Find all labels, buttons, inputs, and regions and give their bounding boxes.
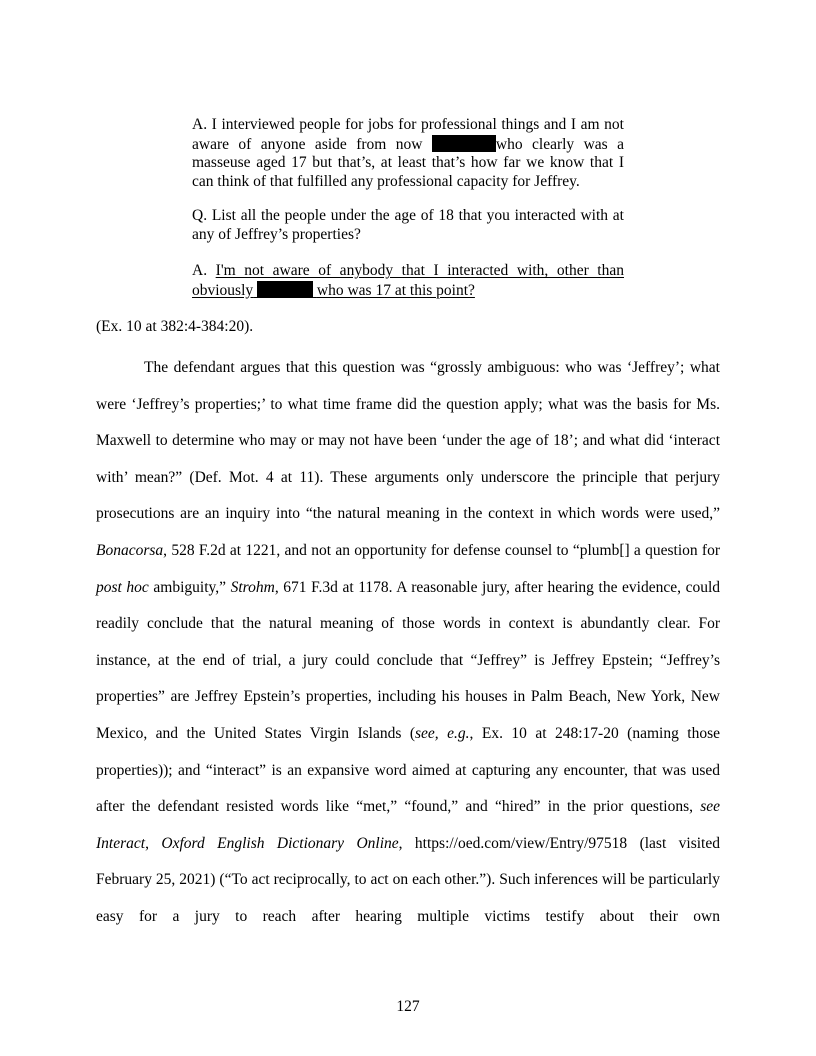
redaction-box	[432, 135, 496, 152]
body-text: , 671 F.3d at 1178. A reasonable jury, after hearing the evidence, could readily conclude that the natural meaning of those words in context is abundantly clear. For instance, at the end of trial, a jury could conclude that “Jeffrey” is Jeffrey Epstein; “Jeffrey’s properties” are Jeffrey Epstein’s properties, including his houses in Palm Beach, New York, New Mexico, and the United States Virgin Islands (	[96, 578, 721, 742]
body-text: , 528 F.2d at 1221, and not an opportunity for defense counsel to “plumb[] a question for	[163, 541, 720, 559]
underlined-quote-text: I'm not aware of anybody that I interacted with, other than obviously	[192, 262, 624, 299]
body-text: ambiguity,”	[153, 578, 227, 596]
quote-text: A. I interviewed people for jobs for professional things and I am not aware of anyone aside from now	[192, 116, 624, 153]
quote-text: Q. List all the people under the age of 18 that you interacted with at any of Jeffrey’s properties?	[192, 207, 624, 243]
block-quote-answer-2	[192, 262, 624, 300]
redaction-box	[257, 281, 313, 298]
record-citation: (Ex. 10 at 382:4-384:20).	[96, 318, 254, 335]
case-citation: Strohm	[230, 578, 275, 596]
body-paragraph	[96, 350, 720, 936]
underlined-quote-text: who was 17 at this point?	[316, 281, 475, 299]
italic-term: post hoc	[96, 578, 149, 596]
source-title: Oxford English Dictionary Online	[161, 834, 399, 852]
body-text: , https://oed.com/view/Entry/97518 (last visited February 25, 2021) (“To act reciprocally, to act on each other.”). Such inferences will be particularly easy for a jury to reach after hearing multiple victims testify about their own	[96, 834, 720, 925]
body-text: , Ex. 10 at 248:17-20 (naming those properties)); and “interact” is an expansive word aimed at capturing any encounter, that was used after the defendant resisted words like “met,” “found,” and “hired” in the prior questions,	[96, 724, 720, 816]
signal-citation: see Interact	[96, 798, 721, 852]
body-text: ,	[145, 834, 149, 852]
page-number: 127	[396, 998, 420, 1015]
case-citation: Bonacorsa	[96, 541, 164, 559]
block-quote-answer-1	[192, 116, 624, 191]
quote-prefix: A.	[192, 262, 208, 279]
block-quote-question	[192, 207, 624, 244]
signal-citation: see, e.g.	[415, 724, 470, 742]
body-text: The defendant argues that this question was “grossly ambiguous: who was ‘Jeffrey’; what were ‘Jeffrey’s properties;’ to what time frame did the question apply; what was the basis for Ms. Maxwell to determine who may or may not have been ‘under the age of 18’; and what did ‘interact with’ mean?” (Def. Mot. 4 at 11). These arguments only underscore the principle that perjury prosecutions are an inquiry into “the natural meaning in the context in which words were used,”	[96, 359, 720, 523]
quote-text: who clearly was a masseuse aged 17 but that’s, at least that’s how far we know that I can think of that fulfilled any professional capacity for Jeffrey.	[192, 135, 625, 190]
